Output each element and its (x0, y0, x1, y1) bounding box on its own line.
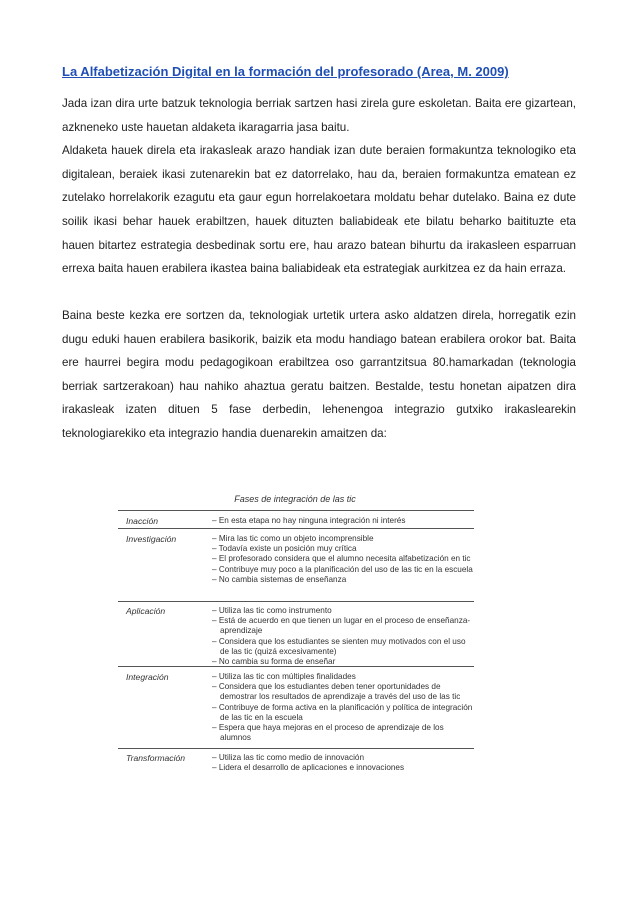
paragraph-1: Jada izan dira urte batzuk teknologia berriak sartzen hasi zirela gure eskoletan. Baita ere gizartean, azkneneko uste hauetan aldaketa ikaragarria jasa baitu. Aldaketa hauek direla eta irakasleak arazo handiak izan dute beraien formakuntza teknologiko eta digitalean, beraiek ikasi zutenarekin bat ez datorrelako, hau da, beraien formakuntza ematean ez zutelako horrelakorik ezagutu eta gaur egun horrelakoetara moldatu behar dutelako. Baina ez dute soilik ikasi behar hauek erabiltzen, hauek dituzten baliabideak ete bilatu beharko baitituzte eta hauen bitartez estrategia desbedinak sortu ere, hau arazo batean bihurtu da irakasleen esparruan errexa baita hauen erabilera ikastea baina baliabideak eta estrategiak aurkitzea ez da hain erraza. (62, 97, 576, 276)
phase-item: – En esta etapa no hay ninguna integración ni interés (212, 516, 406, 525)
phases-table-figure (112, 494, 478, 774)
phase-item: – Utiliza las tic como medio de innovación (212, 753, 364, 762)
phase-name: Transformación (126, 753, 186, 763)
phase-item: – Utiliza las tic con múltiples finalidades (212, 672, 356, 681)
phase-description (212, 516, 474, 526)
phase-item: – El profesorado considera que el alumno necesita alfabetización en tic (212, 554, 471, 564)
phase-item: – Lidera el desarrollo de aplicaciones e innovaciones (212, 763, 405, 773)
phase-item: – Está de acuerdo en que tienen un lugar en el proceso de enseñanza-aprendizaje (212, 616, 471, 636)
phase-item: – Considera que los estudiantes se sienten muy motivados con el uso de las tic (quizá excesivamente) (212, 636, 466, 656)
phase-item: – Contribuye de forma activa en la planificación y política de integración de las tic en la escuela (212, 702, 473, 722)
phase-name: Investigación (126, 534, 177, 544)
phase-item: – No cambia su forma de enseñar (212, 657, 336, 667)
row-divider (118, 601, 474, 602)
phase-description (212, 753, 474, 773)
phase-item: – Mira las tic como un objeto incomprensible (212, 534, 374, 543)
table-top-rule (118, 510, 474, 511)
row-divider (118, 666, 474, 667)
phase-item: – No cambia sistemas de enseñanza (212, 574, 347, 584)
row-divider (118, 748, 474, 749)
phase-description (212, 534, 474, 585)
phase-description (212, 672, 474, 743)
phase-name: Integración (126, 672, 169, 682)
paragraph-2: Baina beste kezka ere sortzen da, teknologiak urtetik urtera asko aldatzen direla, horregatik ezin dugu eduki hauen erabilera basikorik, baizik eta modu handiago batean erabilera orokor bat. Baita ere haurrei begira modu pedagogikoan erabiltzea oso garrantzitsua 80.hamarkadan (teknologia berriak sartzerakoan) hau nahiko ahaztua geratu baitzen. Bestalde, testu honetan aipatzen dira irakasleak izaten dituen 5 fase derbedin, lehenengoa integrazio gutxiko irakaslearekin teknologiarekiko eta integrazio handia duenarekin amaitzen da: (62, 309, 576, 440)
phase-description (212, 606, 474, 667)
figure-title: Fases de integración de las tic (234, 494, 356, 504)
phase-item: – Todavía existe un posición muy crítica (212, 544, 357, 554)
phase-item: – Considera que los estudiantes deben tener oportunidades de demostrar los resultados de aprendizaje a través del uso de las tic (212, 682, 461, 702)
phase-item: – Utiliza las tic como instrumento (212, 606, 332, 615)
phase-name: Inacción (126, 516, 159, 526)
phase-name: Aplicación (126, 606, 166, 616)
phase-item: – Espera que haya mejoras en el proceso de aprendizaje de los alumnos (212, 723, 444, 743)
document-title[interactable]: La Alfabetización Digital en la formación del profesorado (Area, M. 2009) (62, 64, 509, 79)
phase-item: – Contribuye muy poco a la planificación del uso de las tic en la escuela (212, 564, 473, 574)
row-divider (118, 528, 474, 529)
